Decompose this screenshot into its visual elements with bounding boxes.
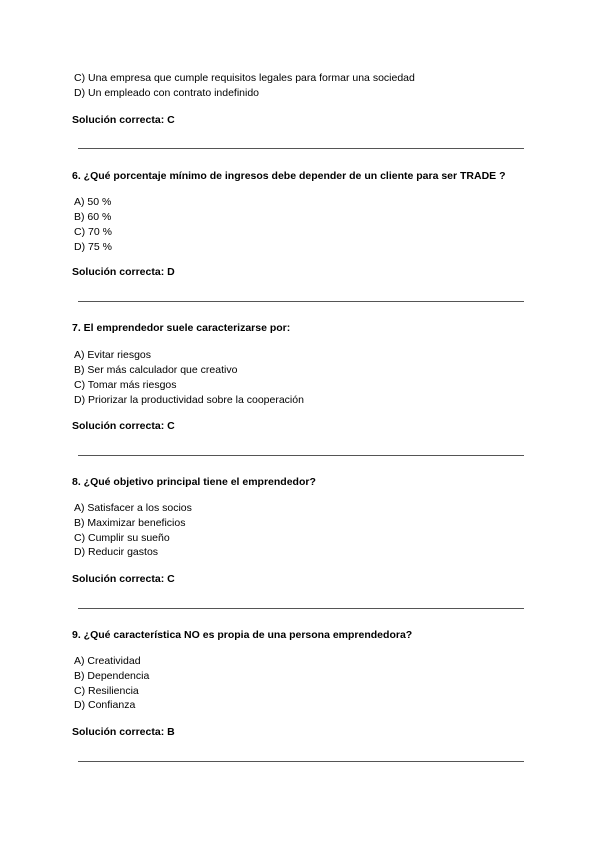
option-a: A) Creatividad <box>74 655 141 667</box>
solution-text: Solución correcta: D <box>72 266 175 278</box>
option-d: D) Un empleado con contrato indefinido <box>74 87 260 99</box>
option-b: B) 60 % <box>74 211 112 223</box>
option-d: D) 75 % <box>74 241 112 253</box>
divider <box>78 455 524 456</box>
question-title: 8. ¿Qué objetivo principal tiene el emprendedor? <box>72 476 316 488</box>
question-title: 7. El emprendedor suele caracterizarse por: <box>72 322 291 334</box>
divider <box>78 301 524 302</box>
option-a: A) Evitar riesgos <box>74 349 152 361</box>
divider <box>78 148 524 149</box>
option-d: D) Priorizar la productividad sobre la cooperación <box>74 394 304 406</box>
option-b: B) Ser más calculador que creativo <box>74 364 238 376</box>
option-d: D) Confianza <box>74 699 136 711</box>
option-c: C) 70 % <box>74 226 112 238</box>
option-b: B) Maximizar beneficios <box>74 517 186 529</box>
option-d: D) Reducir gastos <box>74 546 159 558</box>
option-a: A) Satisfacer a los socios <box>74 502 192 514</box>
solution-text: Solución correcta: C <box>72 114 175 126</box>
divider <box>78 761 524 762</box>
option-c: C) Resiliencia <box>74 685 139 697</box>
option-c: C) Tomar más riesgos <box>74 379 177 391</box>
question-title: 6. ¿Qué porcentaje mínimo de ingresos debe depender de un cliente para ser TRADE ? <box>72 170 506 182</box>
divider <box>78 608 524 609</box>
question-title: 9. ¿Qué característica NO es propia de una persona emprendedora? <box>72 629 413 641</box>
solution-text: Solución correcta: B <box>72 726 175 738</box>
option-c: C) Una empresa que cumple requisitos legales para formar una sociedad <box>74 72 415 84</box>
option-c: C) Cumplir su sueño <box>74 532 170 544</box>
solution-text: Solución correcta: C <box>72 573 175 585</box>
solution-text: Solución correcta: C <box>72 420 175 432</box>
option-a: A) 50 % <box>74 196 112 208</box>
option-b: B) Dependencia <box>74 670 150 682</box>
